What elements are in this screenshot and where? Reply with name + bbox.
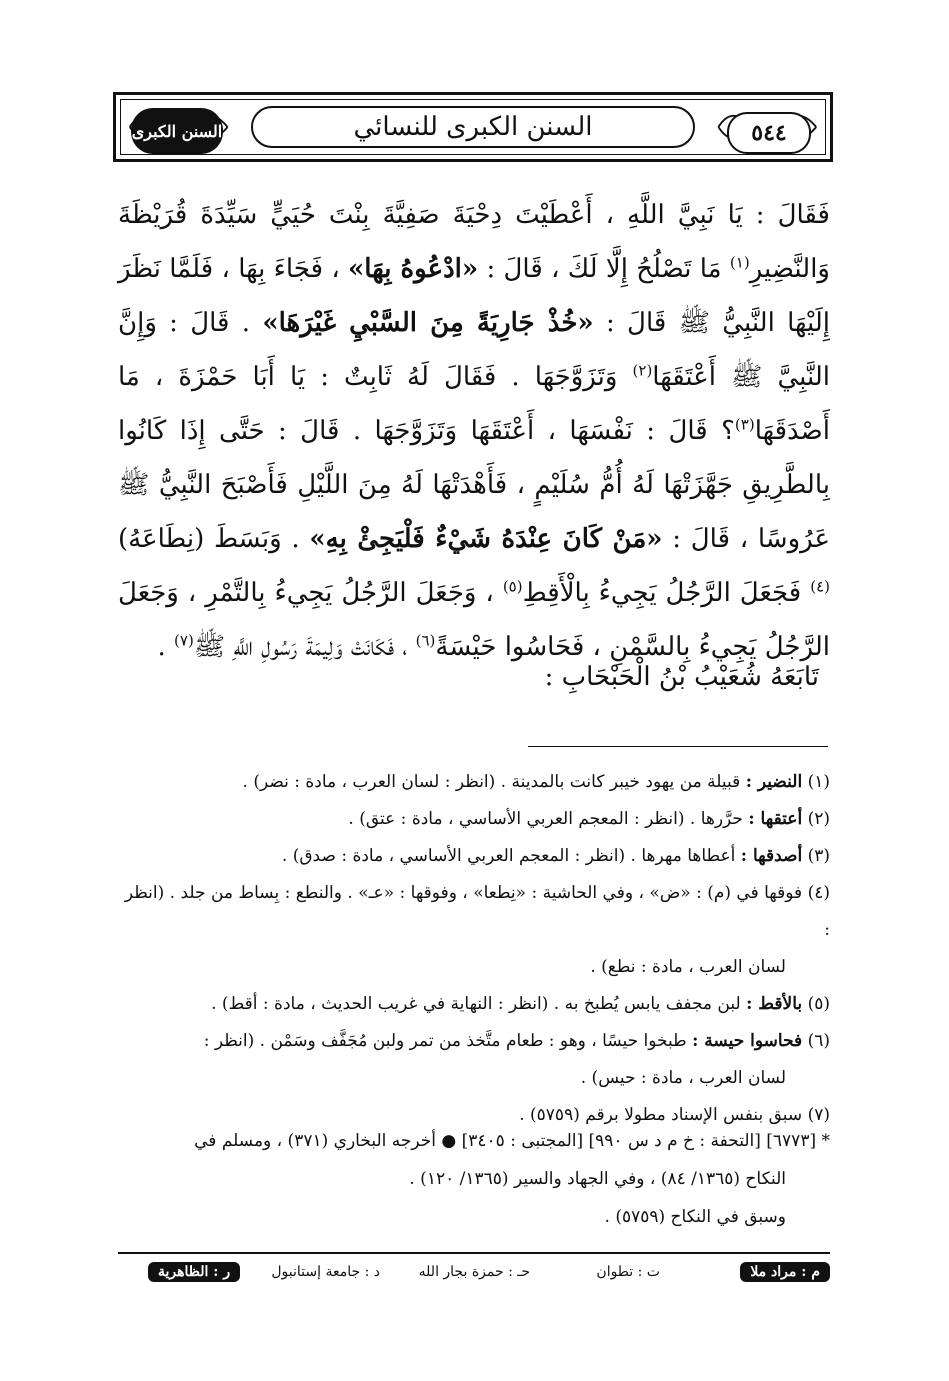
takhrij-line: وسبق في النكاح (٥٧٥٩) . xyxy=(604,1207,786,1227)
footnote-ref-4[interactable]: (٤) xyxy=(810,577,830,596)
hadith-paragraph: فَقَالَ : يَا نَبِيَّ اللَّهِ ، أَعْطَيْتَ دِحْيَةَ صَفِيَّةَ بِنْتَ حُيَيٍّ سَيِّدَةَ قُرَيْظَةَ وَالنَّضِيرِ$^{(١)}$ مَا تَصْلُحُ إِلَّا لَكَ ، قَالَ : «ادْعُوهُ بِهَا» ، فَجَاءَ بِهَا ، فَلَمَّا نَظَرَ إِلَيْهَا النَّبِيُّ ﷺ قَالَ : «خُذْ جَارِيَةً مِنَ السَّبْيِ غَيْرَهَا» . قَالَ : وَإِنَّ النَّبِيَّ ﷺ أَعْتَقَهَا$^{(٢)}$ وَتَزَوَّجَهَا . فَقَالَ لَهُ ثَابِتٌ : يَا أَبَا حَمْزَةَ ، مَا أَصْدَقَهَا$^{(٣)}$؟ قَالَ : نَفْسَهَا ، أَعْتَقَهَا وَتَزَوَّجَهَا . قَالَ : حَتَّى إِذَا كَانُوا بِالطَّرِيقِ جَهَّزَتْهَا لَهُ أُمُّ سُلَيْمٍ ، فَأَهْدَتْهَا لَهُ مِنَ اللَّيْلِ فَأَصْبَحَ النَّبِيُّ ﷺ عَرُوسًا ، قَالَ : «مَنْ كَانَ عِنْدَهُ شَيْءٌ فَلْيَجِئْ بِهِ» . وَبَسَطَ (نِطَاعَهُ)$^{(٤)}$ فَجَعَلَ الرَّجُلُ يَجِيءُ بِالْأَقِطِ$^{(٥)}$ ، وَجَعَلَ الرَّجُلُ يَجِيءُ بِالتَّمْرِ ، وَجَعَلَ الرَّجُلُ يَجِيءُ بِالسَّمْنِ ، فَحَاسُوا حَيْسَةً$^{(٦)}$ ، فَكَانَتْ وَلِيمَةَ رَسُولِ اللَّهِ ﷺ$^{(٧)}$ . xyxy=(118,200,831,662)
footnote-7: (٧) سبق بنفس الإسناد مطولا برقم (٥٧٥٩) . xyxy=(519,1105,830,1125)
footnote-5: (٥) بالأقط : لبن مجفف يابس يُطبخ به . (انظر : النهاية في غريب الحديث ، مادة : أقط) . xyxy=(211,994,830,1014)
footnote-ref-6[interactable]: (٦) xyxy=(415,631,436,650)
hadith-text xyxy=(118,188,830,674)
page-header xyxy=(113,92,833,162)
footnote-ref-7[interactable]: (٧) xyxy=(174,631,194,650)
footnote-1: (١) النضير : قبيلة من يهود خيبر كانت بالمدينة . (انظر : لسان العرب ، مادة : نضر) . xyxy=(242,772,830,792)
takhrij-line: النكاح (١٣٦٥/ ٨٤) ، وفي الجهاد والسير (١٣٦٥/ ١٢٠) . xyxy=(409,1169,786,1189)
book-logo: السنن الكبرى xyxy=(131,108,223,154)
prophetic-quote: «ادْعُوهُ بِهَا» xyxy=(348,254,479,284)
book-title: السنن الكبرى للنسائي xyxy=(251,106,695,148)
manuscript-h: حـ : حمزة بجار الله xyxy=(418,1264,530,1280)
prophetic-quote: «مَنْ كَانَ عِنْدَهُ شَيْءٌ فَلْيَجِئْ بِهِ» xyxy=(309,524,663,554)
manuscript-r: ر : الظاهرية xyxy=(148,1262,240,1282)
prophetic-quote: «خُذْ جَارِيَةً مِنَ السَّبْيِ غَيْرَهَا» xyxy=(262,308,594,338)
footer-divider xyxy=(118,1252,830,1254)
manuscript-t: ت : تطوان xyxy=(596,1264,660,1280)
takhrij-section xyxy=(118,1122,830,1236)
footnotes xyxy=(118,764,830,1134)
footnote-separator xyxy=(528,746,828,747)
footnote-6: (٦) فحاسوا حيسة : طبخوا حيسًا ، وهو : طعام متَّخذ من تمر ولبن مُجَفَّف وسَمْن . (انظر : لسان العرب ، مادة : حيس) . xyxy=(203,1031,830,1088)
footnote-3: (٣) أصدقها : أعطاها مهرها . (انظر : المعجم العربي الأساسي ، مادة : صدق) . xyxy=(281,846,830,866)
manuscript-legend xyxy=(118,1262,830,1290)
footnote-4: (٤) فوقها في (م) : «ض» ، وفي الحاشية : «نِطعا» ، وفوقها : «عـ» . والنطع : بِساط من جلد . (انظر : لسان العرب ، مادة : نطع) . xyxy=(124,883,830,977)
followup-heading: تَابَعَهُ شُعَيْبُ بْنُ الْحَبْحَابِ : xyxy=(544,662,819,692)
footnote-ref-5[interactable]: (٥) xyxy=(502,577,523,596)
footnote-ref-1[interactable]: (١) xyxy=(729,253,750,272)
footnote-ref-3[interactable]: (٣) xyxy=(734,415,755,434)
takhrij-line: * [٦٧٧٣] [التحفة : خ م د س ٩٩٠] [المجتبى : ٣٤٠٥] ● أخرجه البخاري (٣٧١) ، ومسلم في xyxy=(194,1131,830,1151)
manuscript-d: د : جامعة إستانبول xyxy=(271,1264,380,1280)
footnote-ref-2[interactable]: (٢) xyxy=(632,361,653,380)
manuscript-m: م : مراد ملا xyxy=(740,1262,830,1282)
header-frame xyxy=(120,99,826,155)
page-number: ٥٤٤ xyxy=(727,112,811,154)
footnote-2: (٢) أعتقها : حرَّرها . (انظر : المعجم العربي الأساسي ، مادة : عتق) . xyxy=(348,809,830,829)
